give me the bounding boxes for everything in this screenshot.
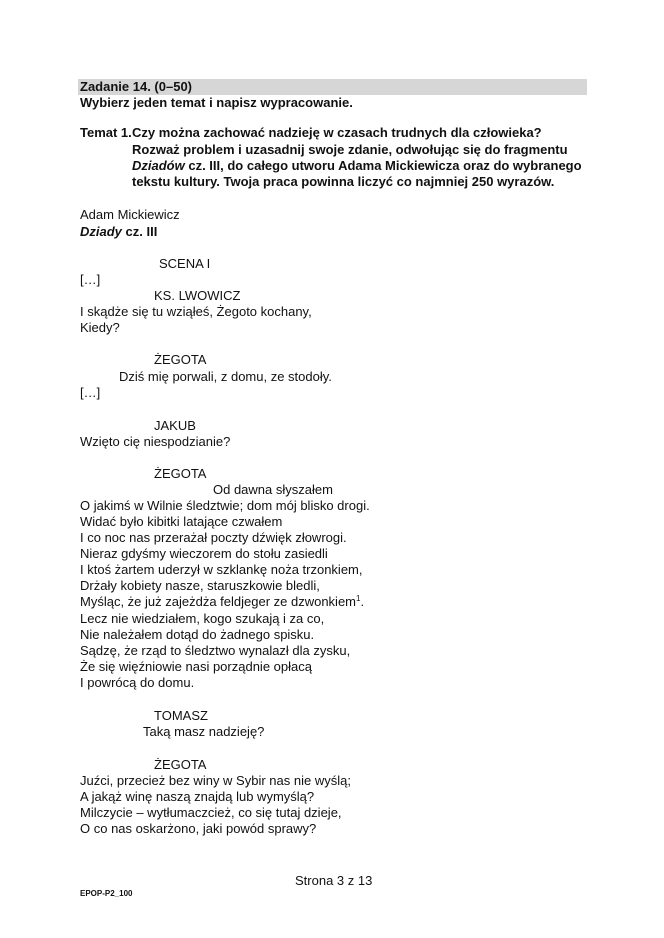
speaker-zegota: ŻEGOTA [154,757,207,772]
verse-line: O co nas oskarżono, jaki powód sprawy? [80,821,317,836]
verse-line: O jakimś w Wilnie śledztwie; dom mój blisko drogi. [80,498,370,513]
verse-text: Myśląc, że już zajeżdża feldjeger ze dzwonkiem [80,594,357,609]
ellipsis-1: […] [80,272,101,287]
verse-line: Że się więźniowie nasi porządnie opłacą [80,659,312,674]
verse-line: Juźci, przecież bez winy w Sybir nas nie wyślą; [80,773,351,788]
speaker-tomasz: TOMASZ [154,708,208,723]
verse-line: I skądże się tu wziąłeś, Żegoto kochany, [80,304,312,319]
topic-line-1: Czy można zachować nadzieję w czasach trudnych dla człowieka? [132,125,542,140]
verse-line: I powrócą do domu. [80,675,195,690]
speaker-zegota: ŻEGOTA [154,352,207,367]
topic-label: Temat 1. [80,125,132,140]
source-work-rest: cz. III [121,224,158,239]
topic-work-title: Dziadów [132,158,185,173]
source-author: Adam Mickiewicz [80,207,180,222]
source-work-title: Dziady [80,224,122,239]
scene-heading: SCENA I [159,256,211,271]
verse-line: A jakąż winę naszą znajdą lub wymyślą? [80,789,315,804]
verse-line: Widać było kibitki latające czwałem [80,514,283,529]
topic-line-3-rest: cz. III, do całego utworu Adama Mickiewicza oraz do wybranego [184,158,582,173]
footnote-marker: 1 [356,594,361,603]
verse-line: Sądzę, że rząd to śledztwo wynalazł dla zysku, [80,643,351,658]
task-header-bar [78,79,587,95]
verse-line: Wzięto cię niespodzianie? [80,434,231,449]
verse-line: Od dawna słyszałem [213,482,333,497]
verse-line: Lecz nie wiedziałem, kogo szukają i za co, [80,611,325,626]
exam-code: EPOP-P2_100 [80,889,133,898]
verse-line-with-footnote [80,594,364,610]
verse-line: I co noc nas przerażał poczty dźwięk złowrogi. [80,530,347,545]
task-title: Zadanie 14. (0–50) [80,79,192,94]
speaker-lwowicz: KS. LWOWICZ [154,288,241,303]
verse-line: Drżały kobiety nasze, staruszkowie bledli, [80,578,320,593]
verse-line: Dziś mię porwali, z domu, ze stodoły. [119,369,332,384]
topic-line-2: Rozważ problem i uzasadnij swoje zdanie, odwołując się do fragmentu [132,142,568,157]
verse-line: Kiedy? [80,320,120,335]
source-work [80,224,157,240]
verse-line: Milczycie – wytłumaczcież, co się tutaj dzieje, [80,805,342,820]
verse-line: Nieraz gdyśmy wieczorem do stołu zasiedli [80,546,328,561]
speaker-zegota: ŻEGOTA [154,466,207,481]
speaker-jakub: JAKUB [154,418,196,433]
task-instruction: Wybierz jeden temat i napisz wypracowanie. [80,95,353,110]
verse-line: Taką masz nadzieję? [143,724,265,739]
topic-line-4: tekstu kultury. Twoja praca powinna liczyć co najmniej 250 wyrazów. [132,174,555,189]
verse-end: . [360,594,365,609]
verse-line: Nie należałem dotąd do żadnego spisku. [80,627,315,642]
verse-line: I ktoś żartem uderzył w szklankę noża trzonkiem, [80,562,363,577]
ellipsis-2: […] [80,385,101,400]
page-number: Strona 3 z 13 [295,873,373,888]
topic-line-3 [132,158,582,174]
